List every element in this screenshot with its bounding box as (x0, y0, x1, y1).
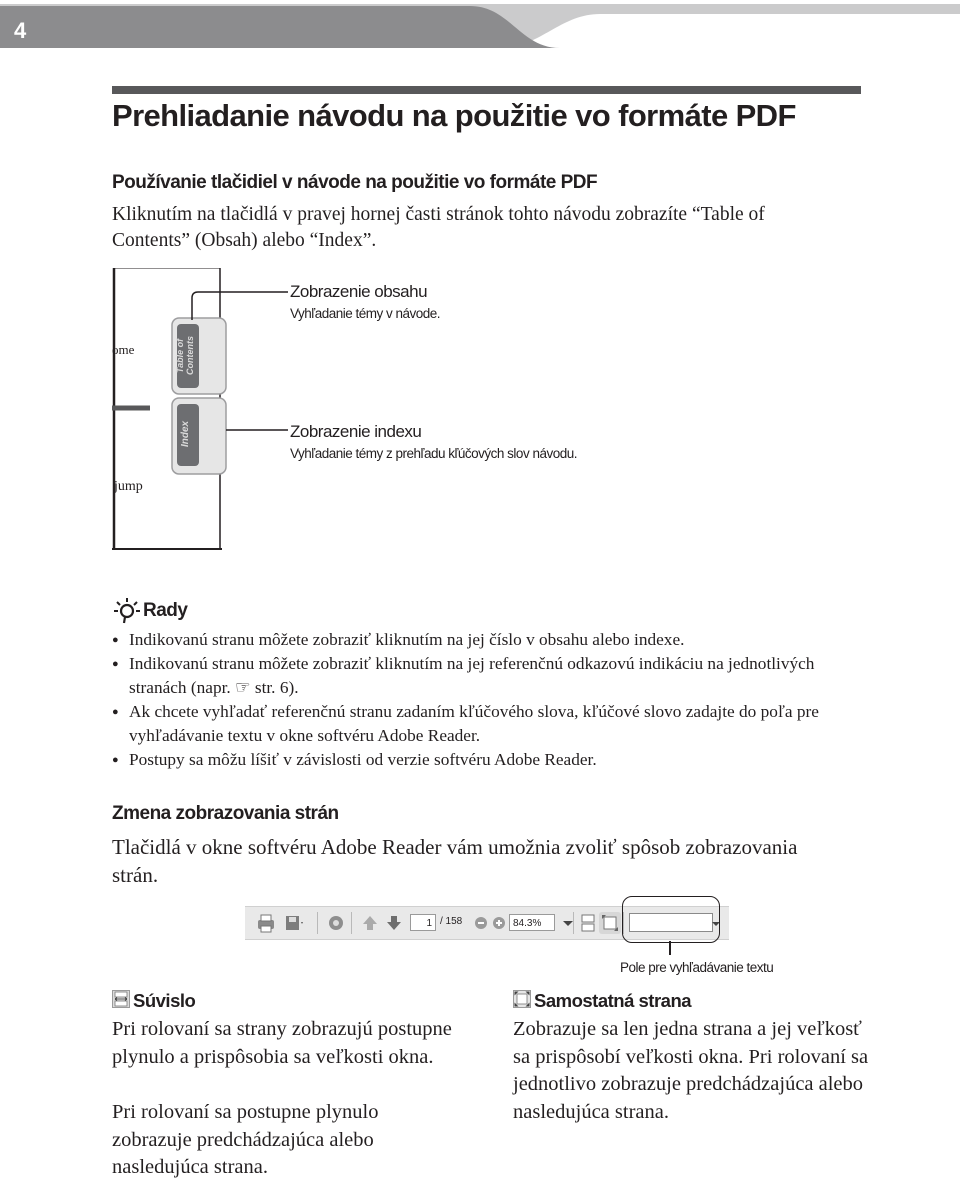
section-heading-buttons: Používanie tlačidiel v návode na použitie vo formáte PDF (112, 172, 598, 193)
section-body-page-display: Tlačidlá v okne softvéru Adobe Reader vám umožnia zvoliť spôsob zobrazovania strán. (112, 835, 798, 887)
single-page-icon[interactable] (599, 912, 621, 934)
tip-item: ● Ak chcete vyhľadať referenčnú stranu zadaním kľúčového slova, kľúčové slovo zadajte do poľa pre vyhľadávanie textu v okne softvéru Adobe Reader. (112, 700, 852, 748)
next-page-icon[interactable] (383, 912, 405, 934)
page-fragment-text: ome (112, 342, 135, 357)
tip-item: ● Postupy sa môžu líšiť v závislosti od verzie softvéru Adobe Reader. (112, 748, 852, 772)
page-number: 4 (14, 18, 27, 43)
single-page-icon (513, 990, 531, 1008)
zoom-dropdown-chevron-icon[interactable] (557, 912, 579, 934)
navigation-tabs-diagram (112, 268, 812, 558)
continuous-mode-desc: Pri rolovaní sa postupne plynulo zobrazuje predchádzajúca alebo nasledujúca strana. (112, 1101, 379, 1178)
tip-item: ● Indikovanú stranu môžete zobraziť kliknutím na jej referenčnú odkazovú indikáciu na jednotlivých stranách (napr. ☞ str. 6). (112, 652, 852, 700)
zoom-select[interactable]: 84.3% (509, 914, 555, 931)
section-heading-page-display: Zmena zobrazovania strán (112, 803, 339, 824)
page-title: Prehliadanie návodu na použitie vo formáte PDF (112, 98, 796, 133)
index-callout-desc: Vyhľadanie témy z prehľadu kľúčových slov návodu. (290, 446, 577, 461)
page-total: / 158 (440, 916, 463, 927)
search-field-callout (622, 896, 720, 943)
toc-tab-button[interactable]: Table of Contents (175, 336, 195, 376)
page-number-input[interactable]: 1 (410, 914, 436, 931)
zoom-in-icon[interactable] (488, 912, 510, 934)
toc-callout-desc: Vyhľadanie témy v návode. (290, 306, 441, 321)
index-callout-label: Zobrazenie indexu (290, 422, 422, 441)
tips-heading: Rady (143, 600, 188, 621)
single-page-mode-heading: Samostatná strana (534, 990, 692, 1011)
title-rule (112, 86, 861, 94)
toolbar-separator (573, 912, 574, 934)
continuous-mode-desc: Pri rolovaní sa strany zobrazujú postupne plynulo a prispôsobia sa veľkosti okna. (112, 1018, 452, 1068)
hand-tool-icon[interactable] (325, 912, 347, 934)
save-icon[interactable] (283, 912, 305, 934)
search-field-callout-label: Pole pre vyhľadávanie textu (620, 960, 774, 975)
previous-page-icon[interactable] (359, 912, 381, 934)
search-field-callout-line (669, 941, 671, 955)
print-icon[interactable] (255, 912, 277, 934)
lightbulb-icon (112, 596, 142, 626)
page-header-band (0, 0, 960, 52)
continuous-scroll-icon[interactable] (577, 912, 599, 934)
section-body-buttons: Kliknutím na tlačidlá v pravej hornej časti stránok tohto návodu zobrazíte “Table of Contents” (Obsah) alebo “Index”. (112, 204, 765, 251)
tip-item: ● Indikovanú stranu môžete zobraziť kliknutím na jej číslo v obsahu alebo indexe. (112, 628, 852, 652)
diagram-frame (112, 268, 812, 558)
toolbar-separator (351, 912, 352, 934)
index-tab-button[interactable]: Index (180, 420, 191, 448)
toc-callout-label: Zobrazenie obsahu (290, 282, 428, 301)
tips-list (112, 628, 852, 772)
single-page-mode-desc: Zobrazuje sa len jedna strana a jej veľkosť sa prispôsobí veľkosti okna. Pri rolovaní sa jednotlivo zobrazuje predchádzajúca alebo nasledujúca strana. (513, 1018, 869, 1123)
continuous-mode-heading: Súvislo (133, 990, 196, 1011)
continuous-scroll-icon (112, 990, 130, 1008)
toolbar-separator (317, 912, 318, 934)
page-fragment-text: jump (114, 479, 143, 494)
